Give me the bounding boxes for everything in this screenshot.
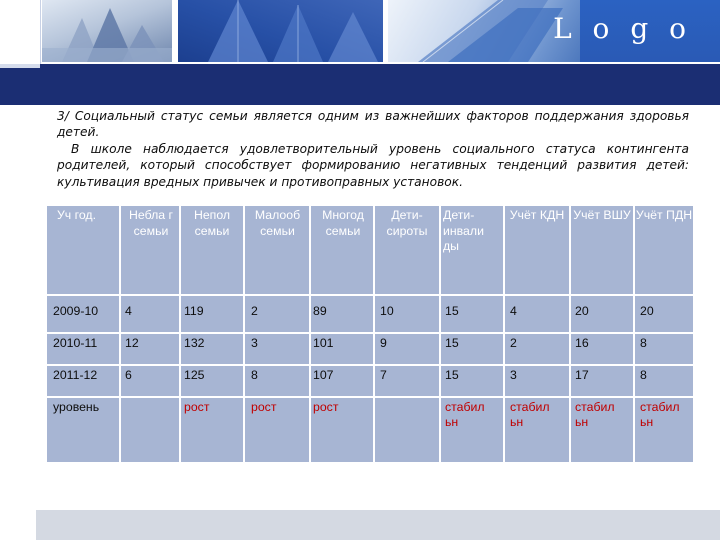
table-cell: 10 bbox=[380, 304, 394, 318]
table-cell: 8 bbox=[640, 336, 647, 350]
table-cell: 17 bbox=[575, 368, 589, 382]
header-white-block bbox=[0, 0, 41, 64]
header-banner bbox=[0, 0, 720, 105]
header-cell-year: Уч год. bbox=[57, 208, 97, 222]
table-grid-line bbox=[503, 206, 505, 462]
table-cell: 2 bbox=[510, 336, 517, 350]
table-cell: 89 bbox=[313, 304, 327, 318]
table-row bbox=[47, 368, 693, 398]
table-grid-line bbox=[243, 206, 245, 462]
table-cell: уровень bbox=[53, 400, 100, 414]
table-cell: 12 bbox=[125, 336, 139, 350]
social-status-table bbox=[47, 206, 693, 462]
table-cell: 3 bbox=[251, 336, 258, 350]
table-grid-line bbox=[309, 206, 311, 462]
level-cell: рост bbox=[251, 400, 277, 414]
table-cell: 101 bbox=[313, 336, 334, 350]
table-cell: 4 bbox=[125, 304, 132, 318]
header-dark-bar-left bbox=[0, 68, 40, 105]
level-cell: стабил ьн bbox=[445, 400, 485, 429]
level-cell: рост bbox=[313, 400, 339, 414]
table-cell: 125 bbox=[184, 368, 205, 382]
table-grid-line bbox=[439, 206, 441, 462]
level-cell: рост bbox=[184, 400, 210, 414]
table-cell: 107 bbox=[313, 368, 334, 382]
header-photo-1 bbox=[42, 0, 172, 62]
table-grid-line bbox=[47, 396, 693, 398]
header-cell-pdn: Учёт ПДН bbox=[635, 208, 693, 222]
paragraph-line-1: 3/ Социальный статус семьи является одним из важнейших факторов поддержания здоровья детей. bbox=[57, 109, 689, 140]
header-cell-unfavorable: Небла г семьи bbox=[129, 208, 173, 238]
level-cell: стабил ьн bbox=[510, 400, 550, 429]
table-cell: 15 bbox=[445, 304, 459, 318]
table-row bbox=[47, 304, 693, 334]
table-row bbox=[47, 336, 693, 366]
table-grid-line bbox=[47, 294, 693, 296]
table-cell: 15 bbox=[445, 368, 459, 382]
header-photo-2 bbox=[178, 0, 383, 62]
table-cell: 2 bbox=[251, 304, 258, 318]
logo-text: L o g o bbox=[553, 12, 692, 45]
table-cell: 2011-12 bbox=[53, 368, 98, 382]
table-grid-line bbox=[373, 206, 375, 462]
header-cell-incomplete: Непол семьи bbox=[193, 208, 231, 238]
level-cell: стабил ьн bbox=[640, 400, 680, 429]
header-cell-kdn: Учёт КДН bbox=[509, 208, 565, 222]
table-cell: 15 bbox=[445, 336, 459, 350]
table-grid-line bbox=[569, 206, 571, 462]
table-cell: 3 bbox=[510, 368, 517, 382]
header-cell-vshu: Учёт ВШУ bbox=[573, 208, 631, 222]
header-cell-large-family: Многод семьи bbox=[322, 208, 364, 238]
table-cell: 8 bbox=[640, 368, 647, 382]
header-photo-3 bbox=[388, 0, 580, 62]
table-row-level bbox=[47, 400, 693, 460]
table-cell: 20 bbox=[640, 304, 654, 318]
level-cell: стабил ьн bbox=[575, 400, 615, 429]
table-cell: 9 bbox=[380, 336, 387, 350]
table-grid-line bbox=[633, 206, 635, 462]
table-cell: 2010-11 bbox=[53, 336, 98, 350]
table-cell: 16 bbox=[575, 336, 589, 350]
footer-bar bbox=[0, 510, 720, 540]
table-cell: 119 bbox=[184, 304, 204, 318]
table-cell: 6 bbox=[125, 368, 132, 382]
paragraph-line-2: В школе наблюдается удовлетворительный уровень социального статуса контингента родителей, который способствует формированию негативных тенденций развития детей: культивация вредных привычек и противоправных установок. bbox=[57, 141, 689, 189]
header-cell-disabled: Дети-инвали ды bbox=[443, 208, 484, 253]
table-cell: 8 bbox=[251, 368, 258, 382]
table-cell: 4 bbox=[510, 304, 517, 318]
table-grid-line bbox=[47, 332, 693, 334]
table-grid-line bbox=[179, 206, 181, 462]
table-cell: 20 bbox=[575, 304, 589, 318]
footer-white-block bbox=[0, 510, 36, 540]
table-cell: 132 bbox=[184, 336, 205, 350]
table-cell: 7 bbox=[380, 368, 387, 382]
body-paragraph bbox=[57, 108, 689, 190]
header-cell-low-income: Малооб семьи bbox=[254, 208, 301, 238]
table-cell: 2009-10 bbox=[53, 304, 99, 318]
table-header-row bbox=[47, 208, 693, 296]
header-cell-orphans: Дети-сироты bbox=[386, 208, 428, 238]
table-grid-line bbox=[47, 364, 693, 366]
header-dark-bar bbox=[40, 64, 720, 105]
table-grid-line bbox=[119, 206, 121, 462]
